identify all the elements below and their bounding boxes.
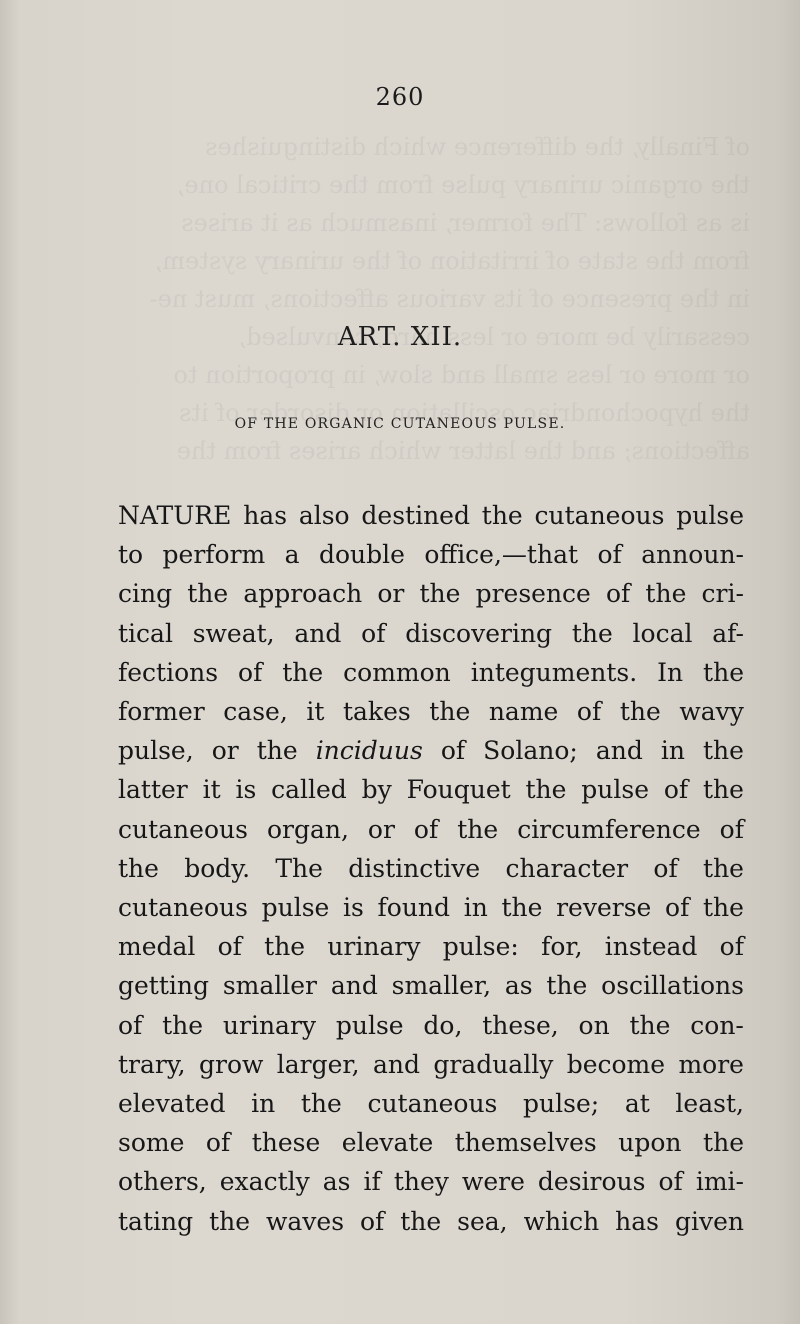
word: pulse: [581, 775, 650, 805]
word: also: [298, 501, 350, 530]
word: and: [595, 736, 643, 766]
word: elevated: [118, 1089, 226, 1119]
word: upon: [618, 1128, 682, 1158]
word: sea,: [457, 1206, 508, 1236]
word: it: [306, 697, 325, 727]
word: the: [645, 579, 687, 609]
word: smaller: [222, 971, 317, 1001]
word: of: [658, 1167, 683, 1197]
word: con-: [690, 1010, 744, 1040]
word: in: [660, 736, 685, 766]
word: of: [605, 579, 631, 609]
word: of: [440, 736, 466, 766]
word: smaller,: [391, 971, 492, 1001]
word: others,: [118, 1167, 207, 1197]
word: body.: [184, 853, 251, 883]
word: former: [118, 697, 205, 727]
word: found: [377, 893, 451, 923]
word: and: [330, 971, 378, 1001]
word: the: [546, 971, 588, 1001]
text-line: [118, 1202, 744, 1241]
word: the: [703, 736, 744, 766]
text-line: [118, 770, 744, 809]
word: to: [118, 540, 144, 570]
text-line: [118, 1006, 744, 1045]
word: takes: [342, 697, 411, 727]
word: is: [343, 893, 364, 923]
text-line: [118, 653, 744, 692]
word: has: [615, 1206, 659, 1236]
word: oscillations: [601, 971, 744, 1001]
word: double: [319, 540, 405, 570]
word: imi-: [695, 1167, 744, 1197]
text-line: [118, 927, 744, 966]
text-line: [118, 810, 744, 849]
word: larger,: [276, 1049, 360, 1079]
article-heading: ART. XII.: [337, 322, 463, 352]
word: cri-: [701, 579, 744, 609]
word: wavy: [679, 697, 744, 727]
text-line: [118, 1123, 744, 1162]
word: The: [275, 853, 323, 883]
word: waves: [265, 1206, 345, 1236]
text-line: [118, 535, 744, 574]
section-title: OF THE ORGANIC CUTANEOUS PULSE.: [234, 416, 566, 432]
word: the: [703, 657, 744, 687]
word: pulse:: [442, 932, 519, 962]
word: given: [674, 1206, 744, 1236]
word: of: [361, 618, 386, 648]
text-line: [118, 614, 744, 653]
word: circumference: [517, 814, 701, 844]
word: which: [523, 1206, 600, 1236]
word: the: [703, 775, 744, 805]
word: at: [624, 1089, 650, 1119]
word: some: [118, 1128, 185, 1158]
word: getting: [118, 971, 209, 1001]
word: announ-: [641, 540, 744, 570]
word: and: [294, 618, 342, 648]
word: perform: [162, 540, 266, 570]
word: distinctive: [348, 853, 481, 883]
word: the: [187, 579, 229, 609]
word: these: [251, 1128, 321, 1158]
text-line: [118, 888, 744, 927]
word: pulse: [335, 1010, 404, 1040]
word: gradually: [433, 1049, 554, 1079]
word: or: [211, 736, 239, 766]
word: of: [413, 814, 439, 844]
word: the: [619, 697, 661, 727]
word: discovering: [405, 618, 553, 648]
word: destined: [361, 501, 470, 530]
word: Solano;: [483, 736, 578, 766]
word: grow: [198, 1049, 264, 1079]
word: elevate: [341, 1128, 434, 1158]
word: the: [162, 1010, 204, 1040]
word: tical: [118, 618, 173, 648]
word: were: [461, 1167, 525, 1197]
word: the: [400, 1206, 442, 1236]
word: least,: [675, 1089, 744, 1119]
word: cutaneous: [118, 814, 248, 844]
text-line: [118, 574, 744, 613]
word: NATURE: [118, 501, 232, 530]
word: the: [481, 501, 523, 530]
word: cutaneous: [367, 1089, 498, 1119]
word: office,—that: [424, 540, 579, 570]
word: by: [361, 775, 392, 805]
word: the: [629, 1010, 671, 1040]
word: Fouquet: [406, 775, 511, 805]
text-line: [118, 692, 744, 731]
word: of: [597, 540, 622, 570]
word: in: [463, 893, 488, 923]
word: of: [665, 893, 690, 923]
word: in: [251, 1089, 276, 1119]
word: the: [457, 814, 499, 844]
text-line: [118, 731, 744, 770]
word: trary,: [118, 1049, 186, 1079]
word: themselves: [454, 1128, 597, 1158]
word: urinary: [222, 1010, 317, 1040]
text-line: [118, 966, 744, 1005]
word: do,: [423, 1010, 463, 1040]
word: cutaneous: [534, 501, 665, 530]
word: pulse,: [118, 736, 194, 766]
word: as: [504, 971, 533, 1001]
word: of: [238, 657, 263, 687]
word: presence: [475, 579, 591, 609]
word: pulse;: [523, 1089, 600, 1119]
word: the: [256, 736, 298, 766]
word: the: [429, 697, 471, 727]
word: of: [118, 1010, 143, 1040]
word: a: [284, 540, 300, 570]
word: fections: [118, 657, 219, 687]
word: pulse: [676, 501, 744, 530]
word: of: [359, 1206, 385, 1236]
word: name: [488, 697, 559, 727]
word: the: [571, 618, 613, 648]
body-paragraph: [118, 496, 744, 1241]
text-line: [118, 1084, 744, 1123]
text-line: [118, 1162, 744, 1201]
word: it: [202, 775, 221, 805]
word: of: [653, 853, 678, 883]
word: of: [576, 697, 602, 727]
word: the: [525, 775, 567, 805]
word: common: [343, 657, 451, 687]
word: pulse: [261, 893, 330, 923]
word: local: [632, 618, 693, 648]
word: latter: [118, 775, 188, 805]
word: urinary: [327, 932, 421, 962]
word: and: [372, 1049, 420, 1079]
word: the: [419, 579, 461, 609]
word: the: [282, 657, 324, 687]
page-number: 260: [375, 83, 425, 111]
word: the: [300, 1089, 342, 1119]
word: cutaneous: [118, 893, 248, 923]
word: inciduus: [315, 736, 423, 766]
word: of: [663, 775, 689, 805]
word: of: [719, 814, 744, 844]
text-line: [118, 849, 744, 888]
word: the: [264, 932, 306, 962]
word: for,: [541, 932, 583, 962]
word: cing: [118, 579, 173, 609]
word: af-: [712, 618, 744, 648]
word: reverse: [556, 893, 652, 923]
word: has: [243, 501, 288, 530]
word: is: [235, 775, 257, 805]
word: they: [393, 1167, 449, 1197]
word: the: [703, 893, 744, 923]
word: the: [209, 1206, 251, 1236]
word: character: [505, 853, 629, 883]
text-line: [118, 496, 744, 535]
word: approach: [243, 579, 363, 609]
word: become: [566, 1049, 666, 1079]
word: more: [678, 1049, 744, 1079]
word: the: [703, 853, 744, 883]
word: on: [578, 1010, 610, 1040]
word: these,: [482, 1010, 559, 1040]
word: organ,: [266, 814, 349, 844]
word: if: [363, 1167, 381, 1197]
word: or: [367, 814, 395, 844]
word: sweat,: [192, 618, 275, 648]
word: called: [271, 775, 347, 805]
word: as: [322, 1167, 351, 1197]
word: the: [501, 893, 543, 923]
word: exactly: [219, 1167, 310, 1197]
word: of: [205, 1128, 231, 1158]
word: of: [217, 932, 242, 962]
word: the: [703, 1128, 744, 1158]
word: case,: [223, 697, 288, 727]
word: In: [657, 657, 684, 687]
text-line: [118, 1045, 744, 1084]
word: the: [118, 853, 159, 883]
word: integuments.: [470, 657, 638, 687]
word: desirous: [537, 1167, 646, 1197]
word: or: [377, 579, 405, 609]
word: of: [719, 932, 744, 962]
word: medal: [118, 932, 196, 962]
word: tating: [118, 1206, 194, 1236]
word: instead: [604, 932, 698, 962]
